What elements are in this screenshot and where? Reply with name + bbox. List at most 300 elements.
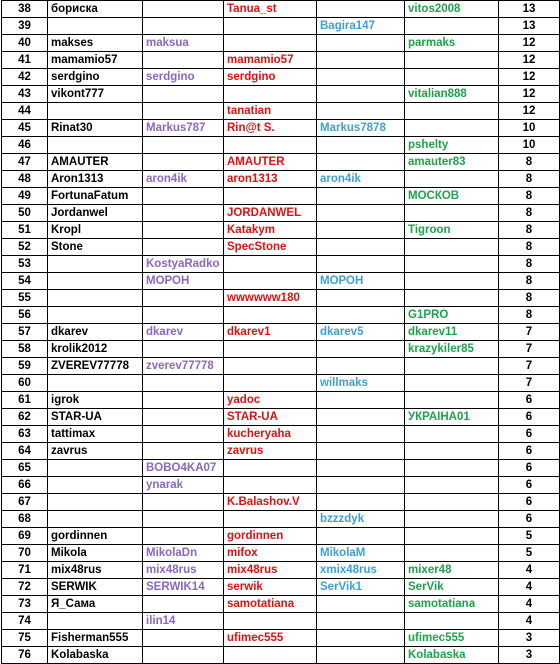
count-cell: 8 bbox=[499, 222, 560, 239]
rank-cell: 65 bbox=[2, 460, 48, 477]
table-row bbox=[2, 35, 560, 52]
rank-cell: 59 bbox=[2, 358, 48, 375]
count-cell: 13 bbox=[499, 1, 560, 18]
col4-cell: xmix48rus bbox=[317, 562, 405, 579]
player-cell: dkarev bbox=[48, 324, 143, 341]
col5-cell bbox=[405, 494, 499, 511]
col5-cell: vitos2008 bbox=[405, 1, 499, 18]
player-cell: zavrus bbox=[48, 443, 143, 460]
table-row bbox=[2, 596, 560, 613]
col3-cell: mix48rus bbox=[224, 562, 317, 579]
col3-cell: yadoc bbox=[224, 392, 317, 409]
col4-cell bbox=[317, 188, 405, 205]
col3-cell bbox=[224, 375, 317, 392]
col5-cell: krazykiler85 bbox=[405, 341, 499, 358]
col5-cell: ufimec555 bbox=[405, 630, 499, 647]
player-cell bbox=[48, 137, 143, 154]
player-cell: AMAUTER bbox=[48, 154, 143, 171]
col5-cell bbox=[405, 18, 499, 35]
col5-cell bbox=[405, 460, 499, 477]
count-cell: 12 bbox=[499, 86, 560, 103]
col3-cell: mifox bbox=[224, 545, 317, 562]
count-cell: 6 bbox=[499, 494, 560, 511]
count-cell: 4 bbox=[499, 579, 560, 596]
count-cell: 10 bbox=[499, 137, 560, 154]
col3-cell: serwik bbox=[224, 579, 317, 596]
col2-cell bbox=[143, 154, 224, 171]
rank-cell: 61 bbox=[2, 392, 48, 409]
table-row bbox=[2, 171, 560, 188]
table-row bbox=[2, 630, 560, 647]
rank-cell: 51 bbox=[2, 222, 48, 239]
col5-cell bbox=[405, 426, 499, 443]
count-cell: 10 bbox=[499, 120, 560, 137]
player-cell bbox=[48, 477, 143, 494]
player-cell: бориска bbox=[48, 1, 143, 18]
table-row bbox=[2, 86, 560, 103]
col5-cell: МОСКОВ bbox=[405, 188, 499, 205]
rank-cell: 76 bbox=[2, 647, 48, 664]
col4-cell bbox=[317, 341, 405, 358]
col5-cell: dkarev11 bbox=[405, 324, 499, 341]
col2-cell: МОРОН bbox=[143, 273, 224, 290]
count-cell: 4 bbox=[499, 596, 560, 613]
col2-cell bbox=[143, 205, 224, 222]
col5-cell: Tigroon bbox=[405, 222, 499, 239]
col3-cell: Katakym bbox=[224, 222, 317, 239]
player-cell: mamamio57 bbox=[48, 52, 143, 69]
col5-cell: amauter83 bbox=[405, 154, 499, 171]
rank-cell: 47 bbox=[2, 154, 48, 171]
table-row bbox=[2, 137, 560, 154]
rank-cell: 71 bbox=[2, 562, 48, 579]
col4-cell: Bagira147 bbox=[317, 18, 405, 35]
count-cell: 6 bbox=[499, 477, 560, 494]
col5-cell: vitalian888 bbox=[405, 86, 499, 103]
table-row bbox=[2, 239, 560, 256]
count-cell: 13 bbox=[499, 18, 560, 35]
rank-cell: 67 bbox=[2, 494, 48, 511]
col2-cell bbox=[143, 528, 224, 545]
count-cell: 7 bbox=[499, 358, 560, 375]
player-cell: Kropl bbox=[48, 222, 143, 239]
table-row bbox=[2, 613, 560, 630]
col2-cell: KostyaRadko bbox=[143, 256, 224, 273]
col4-cell: Markus7878 bbox=[317, 120, 405, 137]
col4-cell bbox=[317, 307, 405, 324]
col4-cell: MikolaM bbox=[317, 545, 405, 562]
count-cell: 6 bbox=[499, 409, 560, 426]
rank-cell: 40 bbox=[2, 35, 48, 52]
col3-cell bbox=[224, 18, 317, 35]
table-row bbox=[2, 205, 560, 222]
col2-cell bbox=[143, 494, 224, 511]
player-cell bbox=[48, 290, 143, 307]
rank-cell: 46 bbox=[2, 137, 48, 154]
col4-cell bbox=[317, 426, 405, 443]
col2-cell: serdgino bbox=[143, 69, 224, 86]
table-row bbox=[2, 324, 560, 341]
col2-cell bbox=[143, 647, 224, 664]
col3-cell bbox=[224, 613, 317, 630]
col2-cell bbox=[143, 341, 224, 358]
col5-cell bbox=[405, 443, 499, 460]
rank-cell: 50 bbox=[2, 205, 48, 222]
count-cell: 6 bbox=[499, 426, 560, 443]
col5-cell: Kolabaska bbox=[405, 647, 499, 664]
col2-cell bbox=[143, 137, 224, 154]
count-cell: 12 bbox=[499, 52, 560, 69]
col5-cell: samotatiana bbox=[405, 596, 499, 613]
count-cell: 8 bbox=[499, 239, 560, 256]
table-row bbox=[2, 562, 560, 579]
table-row bbox=[2, 120, 560, 137]
player-cell: gordinnen bbox=[48, 528, 143, 545]
col5-cell bbox=[405, 171, 499, 188]
col5-cell bbox=[405, 358, 499, 375]
table-row bbox=[2, 154, 560, 171]
count-cell: 4 bbox=[499, 562, 560, 579]
rank-cell: 52 bbox=[2, 239, 48, 256]
col2-cell: BOBO4KA07 bbox=[143, 460, 224, 477]
player-cell: krolik2012 bbox=[48, 341, 143, 358]
player-cell: serdgino bbox=[48, 69, 143, 86]
col5-cell bbox=[405, 120, 499, 137]
col2-cell bbox=[143, 426, 224, 443]
col3-cell: zavrus bbox=[224, 443, 317, 460]
count-cell: 8 bbox=[499, 205, 560, 222]
col2-cell: Markus787 bbox=[143, 120, 224, 137]
table-row bbox=[2, 222, 560, 239]
col5-cell bbox=[405, 256, 499, 273]
player-cell: Fisherman555 bbox=[48, 630, 143, 647]
table-row bbox=[2, 392, 560, 409]
col2-cell bbox=[143, 239, 224, 256]
col4-cell bbox=[317, 222, 405, 239]
col2-cell: maksua bbox=[143, 35, 224, 52]
count-cell: 6 bbox=[499, 443, 560, 460]
rank-cell: 70 bbox=[2, 545, 48, 562]
col3-cell bbox=[224, 137, 317, 154]
player-cell: ZVEREV77778 bbox=[48, 358, 143, 375]
col4-cell bbox=[317, 494, 405, 511]
col3-cell bbox=[224, 35, 317, 52]
rank-cell: 66 bbox=[2, 477, 48, 494]
table-row bbox=[2, 460, 560, 477]
rank-cell: 73 bbox=[2, 596, 48, 613]
rank-cell: 72 bbox=[2, 579, 48, 596]
col4-cell: willmaks bbox=[317, 375, 405, 392]
count-cell: 6 bbox=[499, 511, 560, 528]
col3-cell: Rin@t S. bbox=[224, 120, 317, 137]
count-cell: 5 bbox=[499, 528, 560, 545]
count-cell: 7 bbox=[499, 324, 560, 341]
table-row bbox=[2, 409, 560, 426]
rank-cell: 68 bbox=[2, 511, 48, 528]
col5-cell bbox=[405, 477, 499, 494]
rank-cell: 56 bbox=[2, 307, 48, 324]
col5-cell: SerVik bbox=[405, 579, 499, 596]
col2-cell bbox=[143, 443, 224, 460]
count-cell: 8 bbox=[499, 307, 560, 324]
table-row bbox=[2, 69, 560, 86]
col4-cell bbox=[317, 290, 405, 307]
col4-cell bbox=[317, 477, 405, 494]
col5-cell bbox=[405, 103, 499, 120]
col5-cell bbox=[405, 239, 499, 256]
table-row bbox=[2, 103, 560, 120]
col2-cell bbox=[143, 392, 224, 409]
col5-cell bbox=[405, 528, 499, 545]
col5-cell: parmaks bbox=[405, 35, 499, 52]
count-cell: 12 bbox=[499, 69, 560, 86]
col4-cell bbox=[317, 86, 405, 103]
col2-cell: ilin14 bbox=[143, 613, 224, 630]
table-row bbox=[2, 256, 560, 273]
col5-cell bbox=[405, 205, 499, 222]
rank-cell: 41 bbox=[2, 52, 48, 69]
col3-cell: K.Balashov.V bbox=[224, 494, 317, 511]
rank-cell: 63 bbox=[2, 426, 48, 443]
player-cell: vikont777 bbox=[48, 86, 143, 103]
col4-cell bbox=[317, 239, 405, 256]
col2-cell: aron4ik bbox=[143, 171, 224, 188]
table-row bbox=[2, 647, 560, 664]
table-row bbox=[2, 290, 560, 307]
col2-cell: zverev77778 bbox=[143, 358, 224, 375]
col4-cell bbox=[317, 35, 405, 52]
rank-cell: 45 bbox=[2, 120, 48, 137]
rank-cell: 49 bbox=[2, 188, 48, 205]
col5-cell bbox=[405, 375, 499, 392]
rank-cell: 44 bbox=[2, 103, 48, 120]
player-cell: makses bbox=[48, 35, 143, 52]
col2-cell bbox=[143, 188, 224, 205]
player-cell bbox=[48, 273, 143, 290]
player-cell: FortunaFatum bbox=[48, 188, 143, 205]
col3-cell: gordinnen bbox=[224, 528, 317, 545]
col2-cell bbox=[143, 86, 224, 103]
col3-cell bbox=[224, 511, 317, 528]
col4-cell bbox=[317, 69, 405, 86]
rank-cell: 39 bbox=[2, 18, 48, 35]
rank-cell: 75 bbox=[2, 630, 48, 647]
table-row bbox=[2, 579, 560, 596]
player-cell bbox=[48, 460, 143, 477]
col5-cell bbox=[405, 290, 499, 307]
col2-cell bbox=[143, 375, 224, 392]
table-row bbox=[2, 375, 560, 392]
player-cell: Stone bbox=[48, 239, 143, 256]
rank-cell: 42 bbox=[2, 69, 48, 86]
col3-cell: mamamio57 bbox=[224, 52, 317, 69]
col3-cell: serdgino bbox=[224, 69, 317, 86]
col4-cell: МОРОН bbox=[317, 273, 405, 290]
col2-cell bbox=[143, 630, 224, 647]
col4-cell bbox=[317, 409, 405, 426]
rank-cell: 69 bbox=[2, 528, 48, 545]
ranking-table bbox=[1, 0, 560, 664]
player-cell: Aron1313 bbox=[48, 171, 143, 188]
col4-cell: dkarev5 bbox=[317, 324, 405, 341]
table-row bbox=[2, 528, 560, 545]
col5-cell: mixer48 bbox=[405, 562, 499, 579]
table-row bbox=[2, 341, 560, 358]
col2-cell bbox=[143, 18, 224, 35]
col3-cell bbox=[224, 341, 317, 358]
col2-cell bbox=[143, 222, 224, 239]
player-cell: Rinat30 bbox=[48, 120, 143, 137]
col3-cell bbox=[224, 358, 317, 375]
count-cell: 6 bbox=[499, 392, 560, 409]
col5-cell: УКРАІНА01 bbox=[405, 409, 499, 426]
col3-cell: kucheryaha bbox=[224, 426, 317, 443]
table-row bbox=[2, 307, 560, 324]
col2-cell: SERWIK14 bbox=[143, 579, 224, 596]
col5-cell bbox=[405, 69, 499, 86]
col3-cell: samotatiana bbox=[224, 596, 317, 613]
col5-cell bbox=[405, 613, 499, 630]
player-cell: Я_Сама bbox=[48, 596, 143, 613]
rank-cell: 58 bbox=[2, 341, 48, 358]
player-cell: SERWIK bbox=[48, 579, 143, 596]
col4-cell bbox=[317, 528, 405, 545]
rank-cell: 38 bbox=[2, 1, 48, 18]
col3-cell bbox=[224, 86, 317, 103]
col4-cell bbox=[317, 443, 405, 460]
col4-cell bbox=[317, 103, 405, 120]
col3-cell: STAR-UA bbox=[224, 409, 317, 426]
count-cell: 8 bbox=[499, 171, 560, 188]
player-cell bbox=[48, 103, 143, 120]
count-cell: 12 bbox=[499, 103, 560, 120]
col2-cell: MikolaDn bbox=[143, 545, 224, 562]
col2-cell: mix48rus bbox=[143, 562, 224, 579]
table-row bbox=[2, 426, 560, 443]
rank-cell: 60 bbox=[2, 375, 48, 392]
col3-cell bbox=[224, 307, 317, 324]
player-cell bbox=[48, 511, 143, 528]
col3-cell: AMAUTER bbox=[224, 154, 317, 171]
rank-cell: 48 bbox=[2, 171, 48, 188]
col4-cell bbox=[317, 205, 405, 222]
col2-cell bbox=[143, 1, 224, 18]
col5-cell bbox=[405, 545, 499, 562]
rank-cell: 57 bbox=[2, 324, 48, 341]
count-cell: 3 bbox=[499, 630, 560, 647]
col4-cell bbox=[317, 630, 405, 647]
rank-cell: 62 bbox=[2, 409, 48, 426]
count-cell: 5 bbox=[499, 545, 560, 562]
col2-cell: dkarev bbox=[143, 324, 224, 341]
count-cell: 12 bbox=[499, 35, 560, 52]
col4-cell: SerVik1 bbox=[317, 579, 405, 596]
table-row bbox=[2, 511, 560, 528]
col3-cell: dkarev1 bbox=[224, 324, 317, 341]
col3-cell bbox=[224, 188, 317, 205]
col3-cell: wwwwww180 bbox=[224, 290, 317, 307]
rank-cell: 64 bbox=[2, 443, 48, 460]
player-cell bbox=[48, 307, 143, 324]
col5-cell bbox=[405, 392, 499, 409]
col2-cell bbox=[143, 596, 224, 613]
col3-cell bbox=[224, 256, 317, 273]
col3-cell bbox=[224, 647, 317, 664]
count-cell: 7 bbox=[499, 341, 560, 358]
col5-cell: G1PRO bbox=[405, 307, 499, 324]
rank-cell: 43 bbox=[2, 86, 48, 103]
col2-cell bbox=[143, 307, 224, 324]
player-cell: STAR-UA bbox=[48, 409, 143, 426]
col5-cell bbox=[405, 511, 499, 528]
col4-cell bbox=[317, 358, 405, 375]
col4-cell: aron4ik bbox=[317, 171, 405, 188]
player-cell: Mikola bbox=[48, 545, 143, 562]
count-cell: 6 bbox=[499, 460, 560, 477]
col4-cell bbox=[317, 613, 405, 630]
player-cell: igrok bbox=[48, 392, 143, 409]
table-row bbox=[2, 52, 560, 69]
col2-cell: ynarak bbox=[143, 477, 224, 494]
col4-cell bbox=[317, 647, 405, 664]
count-cell: 4 bbox=[499, 613, 560, 630]
col4-cell bbox=[317, 137, 405, 154]
rank-cell: 54 bbox=[2, 273, 48, 290]
col4-cell bbox=[317, 256, 405, 273]
col3-cell bbox=[224, 273, 317, 290]
col4-cell bbox=[317, 52, 405, 69]
col4-cell bbox=[317, 596, 405, 613]
count-cell: 8 bbox=[499, 154, 560, 171]
col2-cell bbox=[143, 290, 224, 307]
player-cell: mix48rus bbox=[48, 562, 143, 579]
player-cell bbox=[48, 256, 143, 273]
table-row bbox=[2, 358, 560, 375]
col3-cell: aron1313 bbox=[224, 171, 317, 188]
player-cell bbox=[48, 375, 143, 392]
col3-cell: SpecStone bbox=[224, 239, 317, 256]
col2-cell bbox=[143, 409, 224, 426]
player-cell: tattimax bbox=[48, 426, 143, 443]
col3-cell bbox=[224, 460, 317, 477]
col3-cell bbox=[224, 477, 317, 494]
table-row bbox=[2, 443, 560, 460]
rank-cell: 53 bbox=[2, 256, 48, 273]
col4-cell bbox=[317, 460, 405, 477]
rank-cell: 55 bbox=[2, 290, 48, 307]
player-cell bbox=[48, 613, 143, 630]
col3-cell: Tanua_st bbox=[224, 1, 317, 18]
col5-cell bbox=[405, 273, 499, 290]
count-cell: 8 bbox=[499, 188, 560, 205]
col4-cell bbox=[317, 154, 405, 171]
table-row bbox=[2, 188, 560, 205]
table-row bbox=[2, 494, 560, 511]
table-row bbox=[2, 477, 560, 494]
col4-cell: bzzzdyk bbox=[317, 511, 405, 528]
table-row bbox=[2, 18, 560, 35]
count-cell: 3 bbox=[499, 647, 560, 664]
col2-cell bbox=[143, 511, 224, 528]
rank-cell: 74 bbox=[2, 613, 48, 630]
player-cell: Kolabaska bbox=[48, 647, 143, 664]
col3-cell: tanatian bbox=[224, 103, 317, 120]
player-cell bbox=[48, 18, 143, 35]
player-cell: Jordanwel bbox=[48, 205, 143, 222]
count-cell: 8 bbox=[499, 256, 560, 273]
col5-cell: pshelty bbox=[405, 137, 499, 154]
col4-cell bbox=[317, 1, 405, 18]
